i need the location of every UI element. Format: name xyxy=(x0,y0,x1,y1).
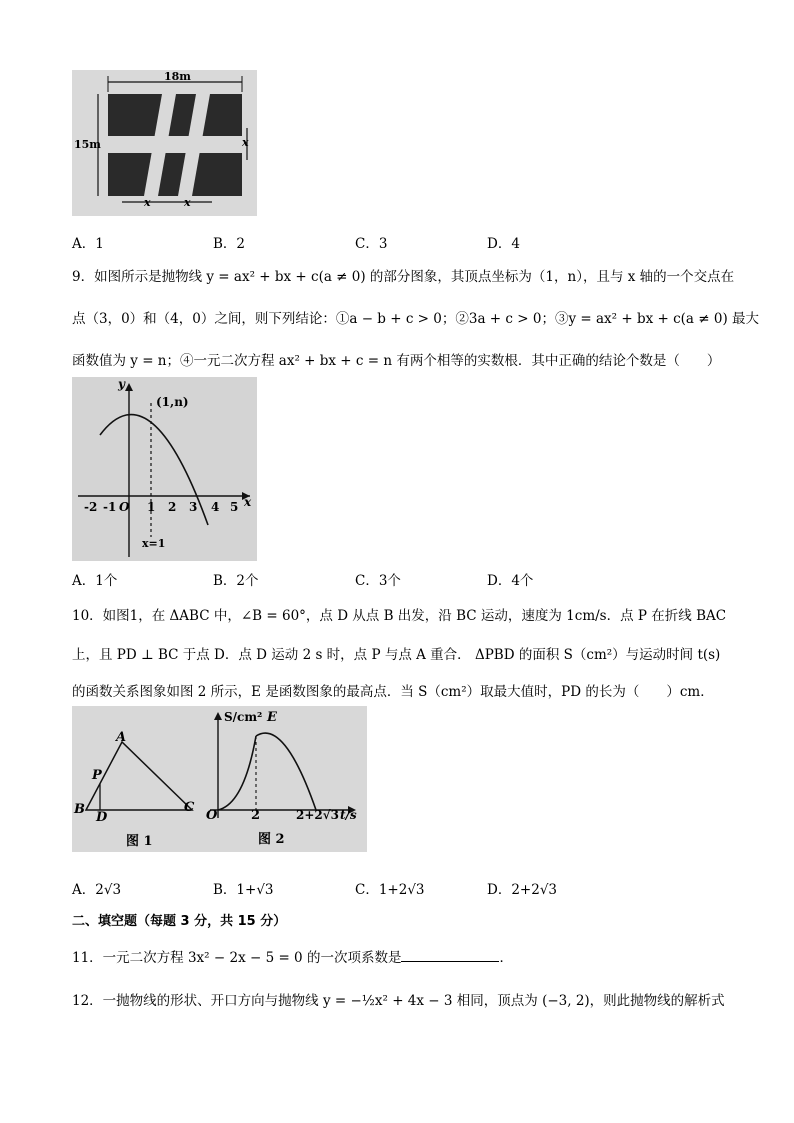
q8-option-a: A．1 xyxy=(72,236,104,252)
q11-end: ． xyxy=(499,950,513,966)
q10-option-a: A．2√3 xyxy=(72,882,122,898)
q9-option-d: D．4个 xyxy=(487,573,534,589)
graph-tick-2: 2 xyxy=(251,808,261,823)
caption-fig1: 图 1 xyxy=(126,834,153,849)
q8-option-d: D．4 xyxy=(487,236,520,252)
tick-neg2: -2 xyxy=(84,500,98,514)
q9-line-2: 点（3，0）和（4，0）之间，则下列结论：①a − b + c > 0；②3a + c > 0；③y = ax² + bx + c(a ≠ 0) 最大 xyxy=(72,311,760,327)
x-label-bottom-1: x xyxy=(144,196,151,209)
q10-line-3: 的函数关系图象如图 2 所示，E 是函数图象的最高点．当 S（cm²）取最大值时，PD 的长为（ ）cm． xyxy=(72,684,714,700)
x-label-bottom-2: x xyxy=(184,196,191,209)
q10-option-c: C．1+2√3 xyxy=(355,882,425,898)
width-label: 18m xyxy=(164,70,191,83)
q9-option-a: A．1个 xyxy=(72,573,118,589)
graph-ylabel: S/cm² xyxy=(224,710,263,724)
tick-neg1: -1 xyxy=(103,500,117,514)
triangle-and-graph-figure xyxy=(72,706,367,852)
q10-line-2: 上，且 PD ⊥ BC 于点 D．点 D 运动 2 s 时，点 P 与点 A 重合． ΔPBD 的面积 S（cm²）与运动时间 t(s) xyxy=(72,647,721,663)
q9-option-b: B．2个 xyxy=(213,573,259,589)
origin-label: O xyxy=(119,500,130,514)
y-axis-label: y xyxy=(118,377,125,391)
tick-3: 3 xyxy=(189,500,198,514)
caption-fig2: 图 2 xyxy=(258,832,285,847)
q10-option-b: B．1+√3 xyxy=(213,882,274,898)
section-heading: 二、填空题（每题 3 分，共 15 分） xyxy=(72,914,287,929)
graph-origin: O xyxy=(206,808,218,823)
x-axis-label: x xyxy=(244,495,252,509)
road-figure xyxy=(72,70,257,216)
q8-option-c: C．3 xyxy=(355,236,388,252)
q10-option-d: D．2+2√3 xyxy=(487,882,558,898)
height-label: 15m xyxy=(74,138,101,151)
q12: 12．一抛物线的形状、开口方向与抛物线 y = −½x² + 4x − 3 相同，顶点为 (−3, 2)，则此抛物线的解析式 xyxy=(72,993,725,1009)
parabola-figure xyxy=(72,377,257,561)
x-label-right: x xyxy=(242,136,249,149)
label-C: C xyxy=(184,800,195,815)
q11-answer-blank[interactable] xyxy=(401,949,499,962)
q11 xyxy=(72,946,513,966)
q8-option-b: B．2 xyxy=(213,236,246,252)
tick-4: 4 xyxy=(211,500,220,514)
tick-5: 5 xyxy=(230,500,239,514)
label-B: B xyxy=(74,802,85,817)
q9-line-1: 9．如图所示是抛物线 y = ax² + bx + c(a ≠ 0) 的部分图象，其顶点坐标为（1，n），且与 x 轴的一个交点在 xyxy=(72,269,735,285)
q11-text: 11．一元二次方程 3x² − 2x − 5 = 0 的一次项系数是 xyxy=(72,950,402,966)
tick-1: 1 xyxy=(147,500,156,514)
q10-line-1: 10．如图1，在 ΔABC 中，∠B = 60°，点 D 从点 B 出发，沿 BC 运动，速度为 1cm/s．点 P 在折线 BAC xyxy=(72,608,727,624)
label-P: P xyxy=(92,768,102,783)
vertex-label: (1,n) xyxy=(156,395,189,409)
q9-option-c: C．3个 xyxy=(355,573,401,589)
axis-of-symmetry-label: x=1 xyxy=(142,537,166,550)
graph-xlabel: t/s xyxy=(340,808,357,822)
graph-tick-end: 2+2√3 xyxy=(296,808,339,822)
label-A: A xyxy=(116,730,127,745)
label-D: D xyxy=(96,810,108,825)
tick-2: 2 xyxy=(168,500,177,514)
graph-E-label: E xyxy=(267,710,277,725)
q9-line-3: 函数值为 y = n；④一元二次方程 ax² + bx + c = n 有两个相等的实数根．其中正确的结论个数是（ ） xyxy=(72,353,721,369)
